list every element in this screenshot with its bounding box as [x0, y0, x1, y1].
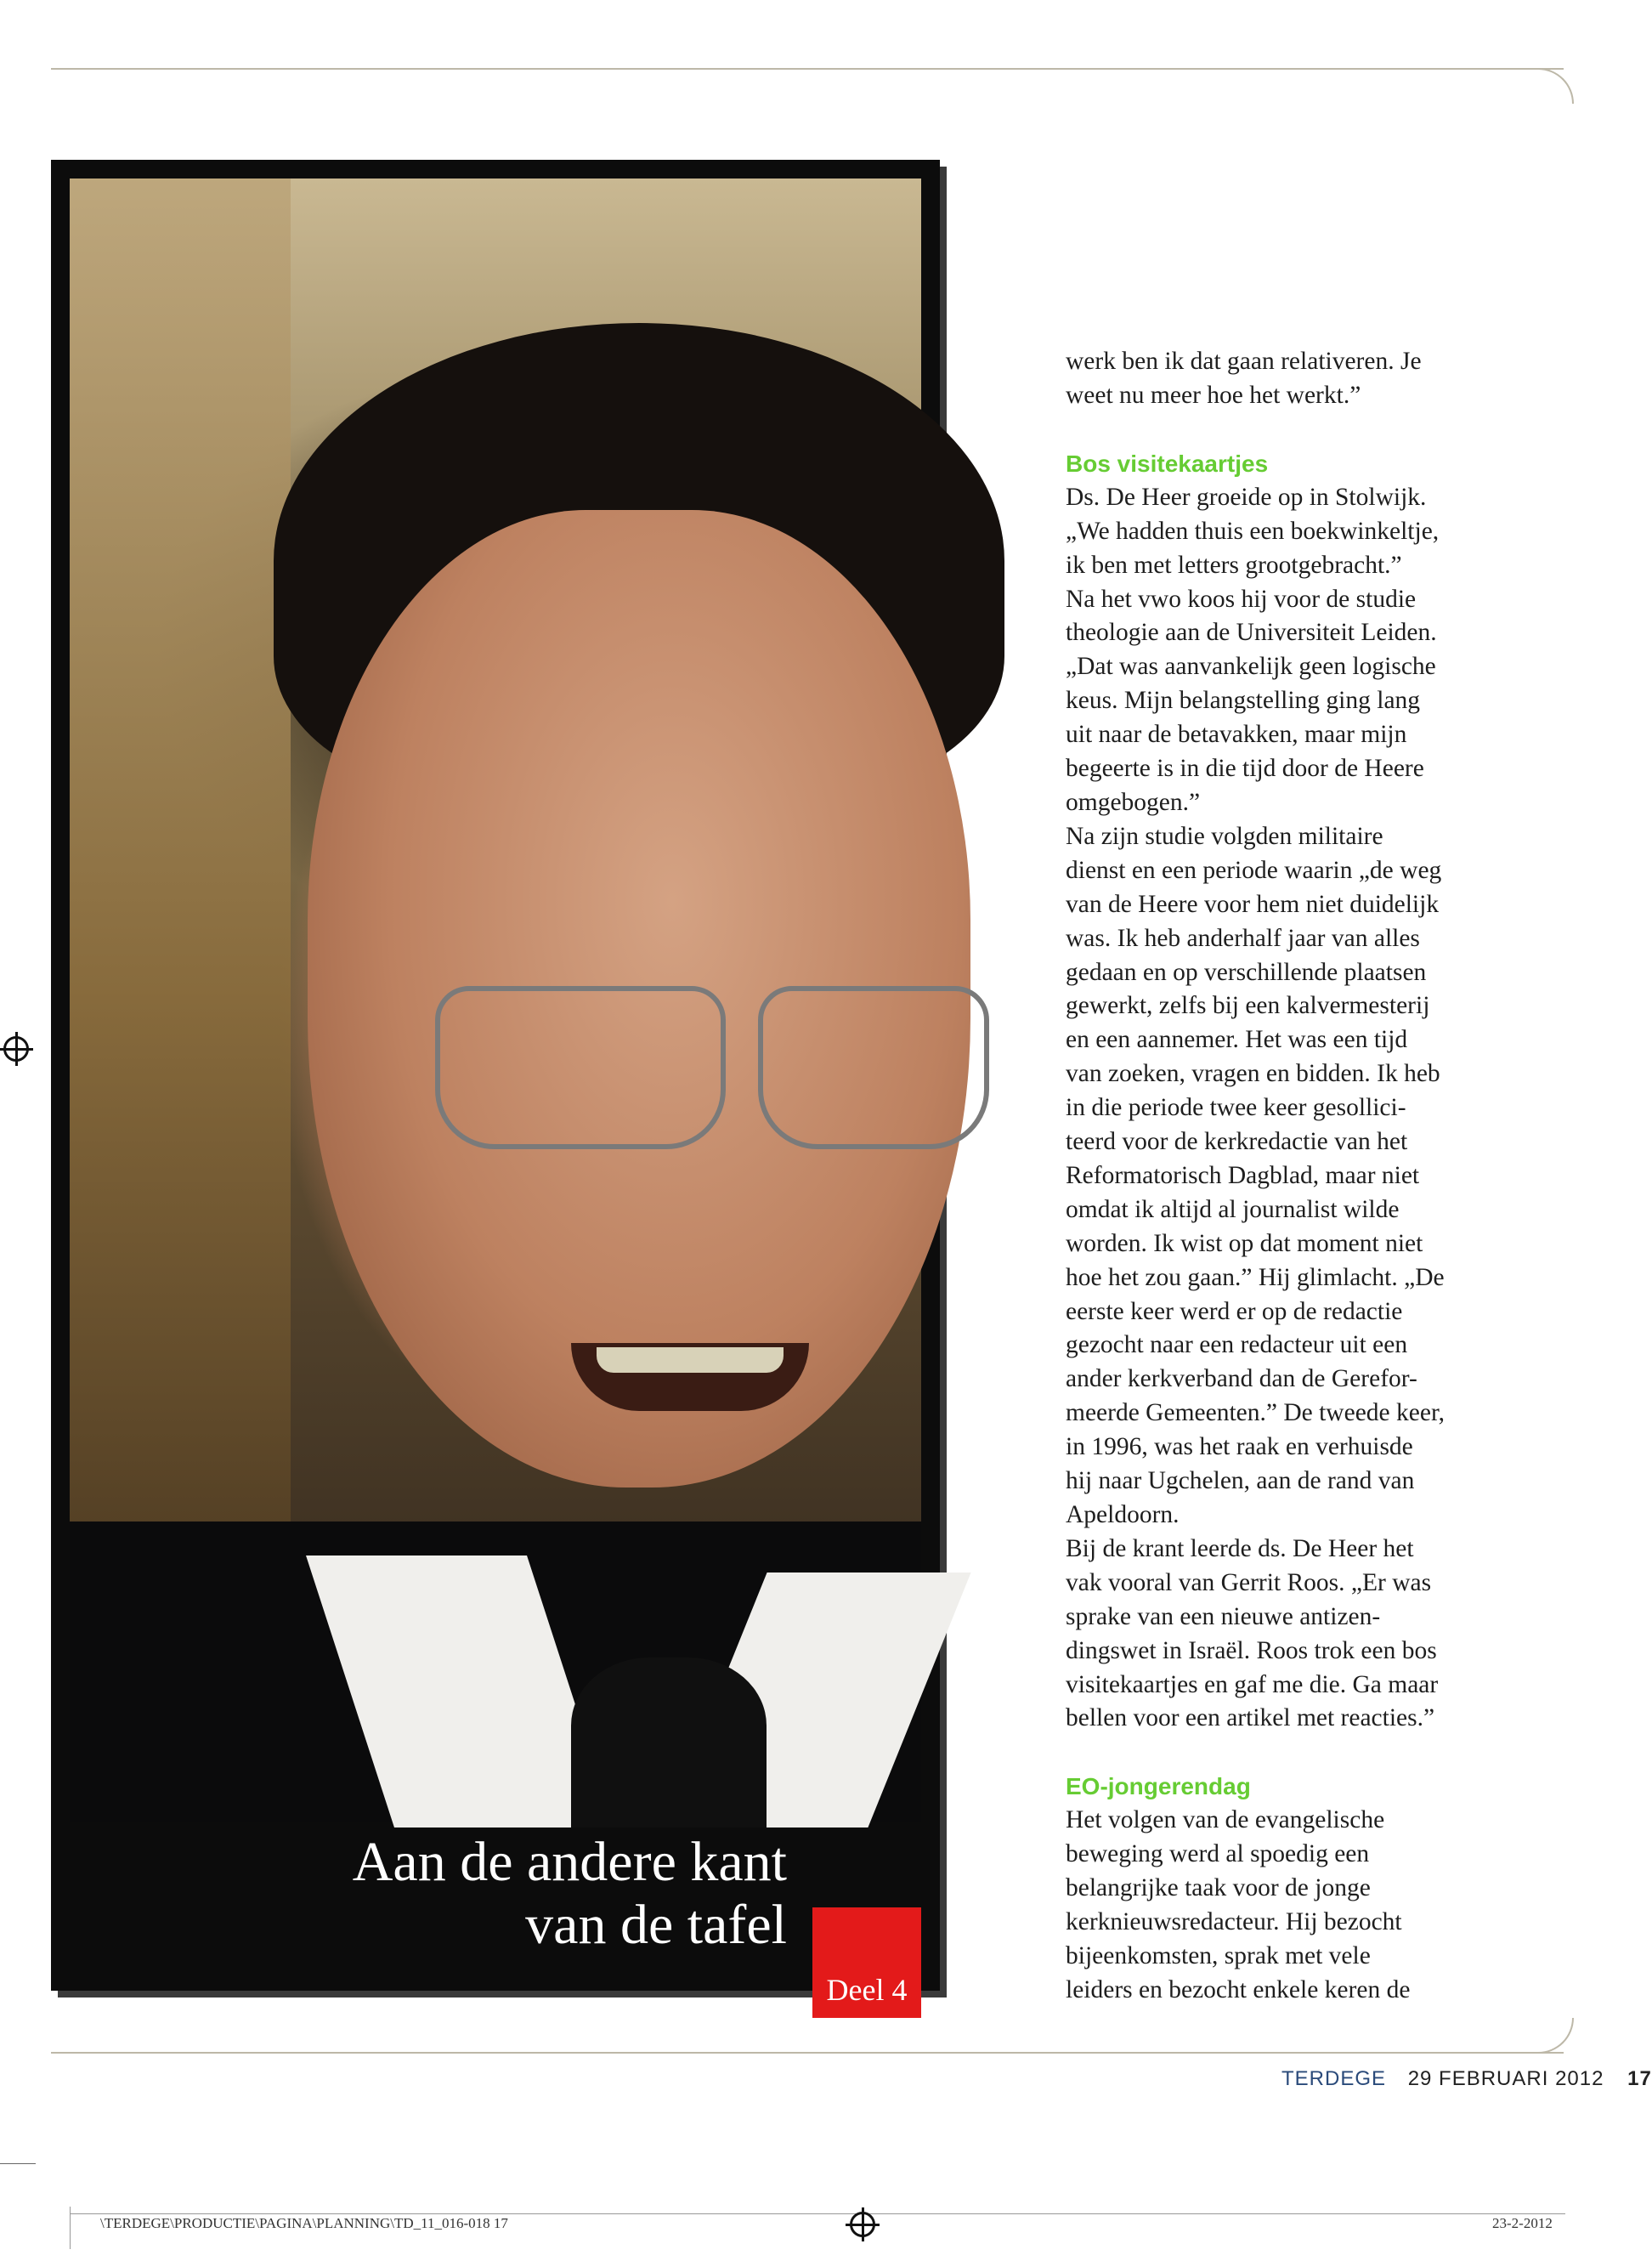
- article-line: hoe het zou gaan.” Hij glimlacht. „De: [1066, 1263, 1445, 1291]
- article-line: van zoeken, vragen en bidden. Ik heb: [1066, 1060, 1440, 1088]
- article-line: belangrijke taak voor de jonge: [1066, 1874, 1371, 1902]
- article-line: sprake van een nieuwe antizen-: [1066, 1602, 1381, 1630]
- article-line: uit naar de betavakken, maar mijn: [1066, 721, 1407, 749]
- article-line: gezocht naar een redacteur uit een: [1066, 1331, 1408, 1359]
- production-line: [70, 2213, 1565, 2214]
- photo-tie: [571, 1658, 767, 1828]
- production-tick: [70, 2207, 71, 2249]
- article-line: werk ben ik dat gaan relativeren. Je: [1066, 348, 1422, 375]
- article-line: omgebogen.”: [1066, 788, 1201, 816]
- article-line: en een aannemer. Het was een tijd: [1066, 1026, 1408, 1054]
- section-heading-bos-visitekaartjes: Bos visitekaartjes: [1066, 450, 1269, 477]
- article-line: Na het vwo koos hij voor de studie: [1066, 585, 1417, 613]
- photo-teeth: [597, 1347, 784, 1373]
- article-line: „We hadden thuis een boekwinkeltje,: [1066, 517, 1440, 545]
- article-line: Bij de krant leerde ds. De Heer het: [1066, 1534, 1414, 1562]
- photo-glasses-left: [435, 986, 726, 1149]
- article-line: ik ben met letters grootgebracht.”: [1066, 551, 1402, 579]
- bottom-rule-corner: [1521, 2018, 1574, 2054]
- article-line: gedaan en op verschillende plaatsen: [1066, 958, 1427, 986]
- footer-brand: TERDEGE: [1281, 2067, 1387, 2090]
- headline-line-2: van de tafel: [525, 1894, 787, 1956]
- section2-paragraph: [1066, 1804, 1508, 2007]
- article-line: meerde Gemeenten.” De tweede keer,: [1066, 1399, 1445, 1427]
- portrait-photo: [70, 178, 921, 1822]
- article-line: leiders en bezocht enkele keren de: [1066, 1975, 1411, 2003]
- section-heading-eo-jongerendag: EO-jongerendag: [1066, 1773, 1251, 1800]
- production-date: 23-2-2012: [1492, 2215, 1553, 2231]
- part-badge: [812, 1907, 921, 2018]
- crop-mark-left: [0, 2163, 36, 2164]
- article-line: visitekaartjes en gaf me die. Ga maar: [1066, 1670, 1439, 1698]
- article-headline: [255, 1831, 787, 1957]
- article-line: in die periode twee keer gesollici-: [1066, 1094, 1406, 1122]
- article-line: bijeenkomsten, sprak met vele: [1066, 1941, 1371, 1969]
- article-line: eerste keer werd er op de redactie: [1066, 1297, 1403, 1325]
- article-line: keus. Mijn belangstelling ging lang: [1066, 687, 1421, 715]
- top-rule: [51, 68, 1564, 70]
- article-line: worden. Ik wist op dat moment niet: [1066, 1229, 1423, 1257]
- article-column: [1066, 345, 1508, 2008]
- footer-date: 29 FEBRUARI 2012: [1407, 2067, 1604, 2090]
- article-line: kerknieuwsredacteur. Hij bezocht: [1066, 1908, 1402, 1936]
- top-rule-corner: [1521, 68, 1574, 104]
- article-line: Apeldoorn.: [1066, 1501, 1180, 1528]
- article-line: ander kerkverband dan de Gerefor-: [1066, 1365, 1417, 1393]
- bottom-rule: [51, 2052, 1564, 2054]
- article-line: theologie aan de Universiteit Leiden.: [1066, 619, 1437, 647]
- registration-mark-left: [3, 1036, 29, 1062]
- article-line: vak vooral van Gerrit Roos. „Er was: [1066, 1568, 1432, 1596]
- article-line: begeerte is in die tijd door de Heere: [1066, 755, 1424, 783]
- article-line: in 1996, was het raak en verhuisde: [1066, 1433, 1413, 1461]
- page-footer: [1281, 2067, 1652, 2091]
- production-file-path: \TERDEGE\PRODUCTIE\PAGINA\PLANNING\TD_11_016-018 17: [100, 2215, 508, 2231]
- article-line: „Dat was aanvankelijk geen logische: [1066, 653, 1436, 681]
- article-line: weet nu meer hoe het werkt.”: [1066, 381, 1361, 409]
- footer-page-number: 17: [1627, 2067, 1652, 2090]
- article-line: Ds. De Heer groeide op in Stolwijk.: [1066, 483, 1427, 511]
- article-line: was. Ik heb anderhalf jaar van alles: [1066, 924, 1420, 952]
- intro-paragraph: [1066, 345, 1508, 413]
- article-line: Na zijn studie volgden militaire: [1066, 822, 1383, 850]
- article-line: gewerkt, zelfs bij een kalvermesterij: [1066, 992, 1430, 1020]
- article-line: Het volgen van de evangelische: [1066, 1806, 1385, 1834]
- article-line: teerd voor de kerkredactie van het: [1066, 1128, 1408, 1156]
- article-line: Reformatorisch Dagblad, maar niet: [1066, 1161, 1420, 1189]
- article-line: beweging werd al spoedig een: [1066, 1840, 1370, 1868]
- registration-mark-bottom: [850, 2212, 875, 2237]
- article-line: dingswet in Israël. Roos trok een bos: [1066, 1636, 1437, 1664]
- part-badge-label: Deel 4: [826, 1973, 908, 2007]
- article-line: omdat ik altijd al journalist wilde: [1066, 1195, 1400, 1223]
- section1-paragraph: [1066, 481, 1508, 1737]
- article-line: hij naar Ugchelen, aan de rand van: [1066, 1467, 1415, 1495]
- article-line: dienst en een periode waarin „de weg: [1066, 856, 1442, 884]
- headline-line-1: Aan de andere kant: [352, 1831, 787, 1893]
- article-line: bellen voor een artikel met reacties.”: [1066, 1704, 1435, 1732]
- article-line: van de Heere voor hem niet duidelijk: [1066, 890, 1440, 918]
- photo-glasses-right: [758, 986, 989, 1149]
